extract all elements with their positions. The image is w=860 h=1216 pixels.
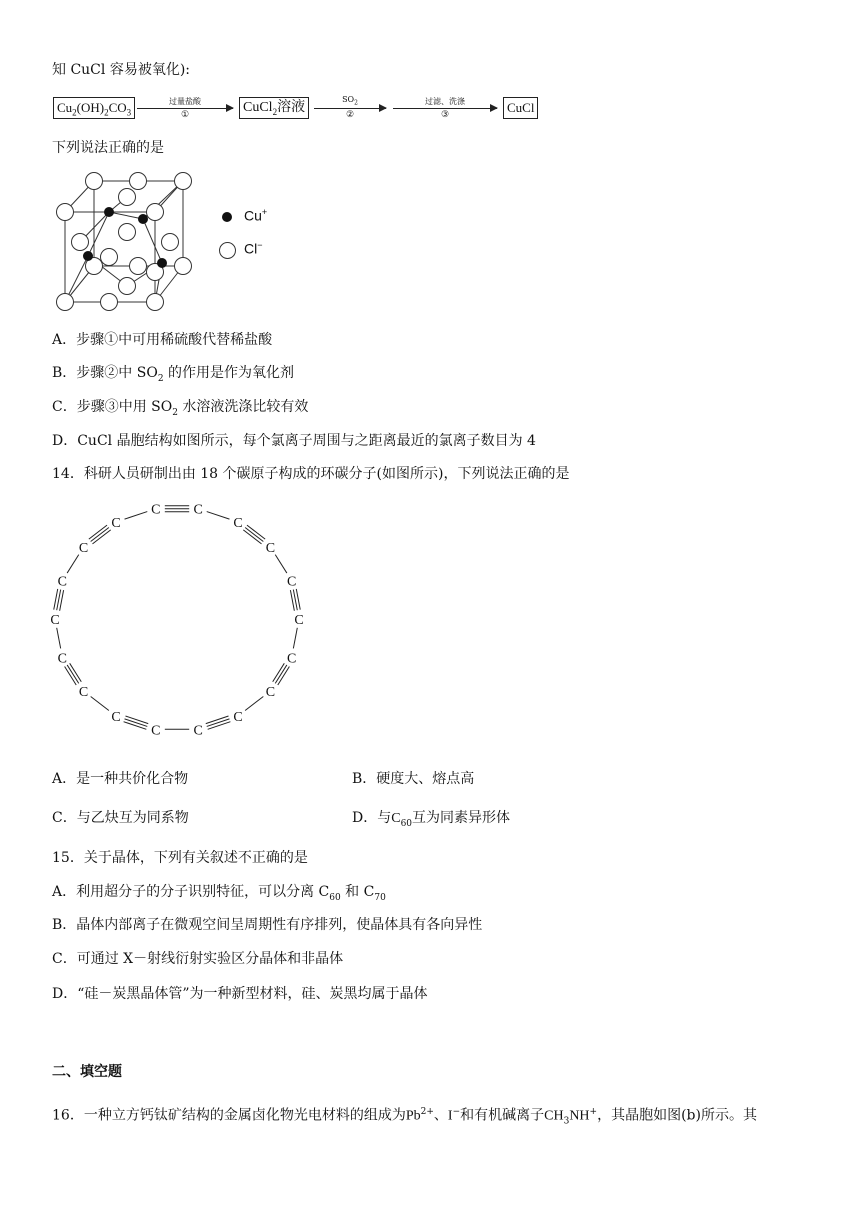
carbon-atom-label: C — [78, 541, 89, 557]
carbon-atom-label: C — [151, 502, 161, 518]
flow-step-1: ① — [180, 110, 190, 120]
q14-option-d: D．与$C_{60}$互为同素异形体 — [352, 810, 511, 829]
carbon-atom-label: C — [193, 723, 203, 739]
cucl-unit-cell-diagram — [50, 168, 210, 318]
single-bond — [91, 696, 109, 710]
carbon-atom-label: C — [193, 502, 203, 518]
flow-step-3: ③ — [440, 110, 450, 120]
q15-option-c: C．可通过 X－射线衍射实验区分晶体和非晶体 — [52, 951, 344, 967]
q13-option-a: A．步骤①中可用稀硫酸代替稀盐酸 — [52, 332, 273, 348]
flow-arrow-1-reagent: 过量盐酸 — [169, 97, 201, 106]
section-2-title: 二、填空题 — [52, 1064, 122, 1080]
intro-line: 知 CuCl 容易被氧化): — [52, 62, 190, 78]
cu-ion-label: Cu+ — [244, 207, 268, 224]
single-bond — [67, 555, 79, 573]
q13-stem: 下列说法正确的是 — [52, 140, 164, 156]
q14-stem: 14．科研人员研制出由 18 个碳原子构成的环碳分子(如图所示)，下列说法正确的是 — [52, 466, 570, 482]
flow-arrow-2-reagent: $SO_2$ — [342, 95, 358, 107]
q15-option-d: D．“硅－炭黑晶体管”为一种新型材料，硅、炭黑均属于晶体 — [52, 986, 428, 1002]
q13-option-d: D．CuCl 晶胞结构如图所示，每个氯离子周围与之距离最近的氯离子数目为 4 — [52, 433, 536, 449]
q14-option-b: B．硬度大、熔点高 — [352, 771, 475, 787]
triple-bond — [93, 530, 111, 544]
single-bond — [207, 512, 230, 520]
cyclocarbon-ring-diagram — [40, 495, 320, 757]
flow-box-basic-copper-carbonate: $Cu_2(OH)_2CO_3$ — [53, 97, 135, 119]
carbon-atom-label: C — [57, 574, 68, 590]
q14-option-a: A．是一种共价化合物 — [52, 771, 189, 787]
carbon-atom-label: C — [78, 684, 89, 700]
flow-box-cucl: CuCl — [503, 97, 538, 119]
q13-option-b: B．步骤②中 $SO_2$ 的作用是作为氧化剂 — [52, 365, 294, 384]
carbon-atom-label: C — [50, 613, 60, 628]
cl-ion-marker — [219, 242, 236, 259]
carbon-atom-label: C — [111, 516, 121, 532]
single-bond — [125, 512, 148, 520]
flow-arrow-3-operation: 过滤、洗涤 — [425, 97, 465, 106]
q15-option-a: A．利用超分子的分子识别特征，可以分离 $C_{60}$ 和 $C_{70}$ — [52, 884, 386, 903]
flow-arrow-3 — [393, 108, 497, 109]
triple-bond — [247, 525, 265, 539]
cl-ion-label: Cl− — [244, 240, 263, 257]
carbon-atom-label: C — [265, 684, 276, 700]
q15-option-b: B．晶体内部离子在微观空间呈周期性有序排列，使晶体具有各向异性 — [52, 917, 483, 933]
carbon-atom-label: C — [57, 651, 68, 667]
q15-stem: 15．关于晶体，下列有关叙述不正确的是 — [52, 850, 308, 866]
carbon-atom-label: C — [151, 723, 161, 739]
flow-arrow-2 — [314, 108, 386, 109]
carbon-atom-label: C — [294, 613, 304, 628]
carbon-atom-label: C — [286, 574, 297, 590]
flow-arrow-1 — [137, 108, 233, 109]
triple-bond — [245, 527, 263, 541]
carbon-atom-label: C — [233, 709, 243, 725]
q16-stem: 16．一种立方钙钛矿结构的金属卤化物光电材料的组成为$Pb^{2+}$、I−和有机碱离子$CH_3NH^+$，其晶胞如图(b)所示。其 — [52, 1107, 757, 1127]
triple-bond — [91, 527, 109, 541]
single-bond — [275, 555, 287, 573]
carbon-atom-label: C — [233, 516, 243, 532]
carbon-atom-label: C — [286, 651, 297, 667]
single-bond — [293, 628, 297, 649]
q13-option-c: C．步骤③中用 $SO_2$ 水溶液洗涤比较有效 — [52, 399, 309, 418]
flow-box-cucl2-solution: CuCl$_2$溶液 — [239, 97, 309, 119]
cu-ion-marker — [222, 212, 232, 222]
flow-step-2: ② — [345, 110, 355, 120]
triple-bond — [89, 525, 107, 539]
single-bond — [57, 628, 61, 649]
triple-bond — [243, 530, 261, 544]
q14-option-c: C．与乙炔互为同系物 — [52, 810, 189, 826]
carbon-atom-label: C — [265, 541, 276, 557]
carbon-atom-label: C — [111, 709, 121, 725]
single-bond — [245, 696, 263, 710]
